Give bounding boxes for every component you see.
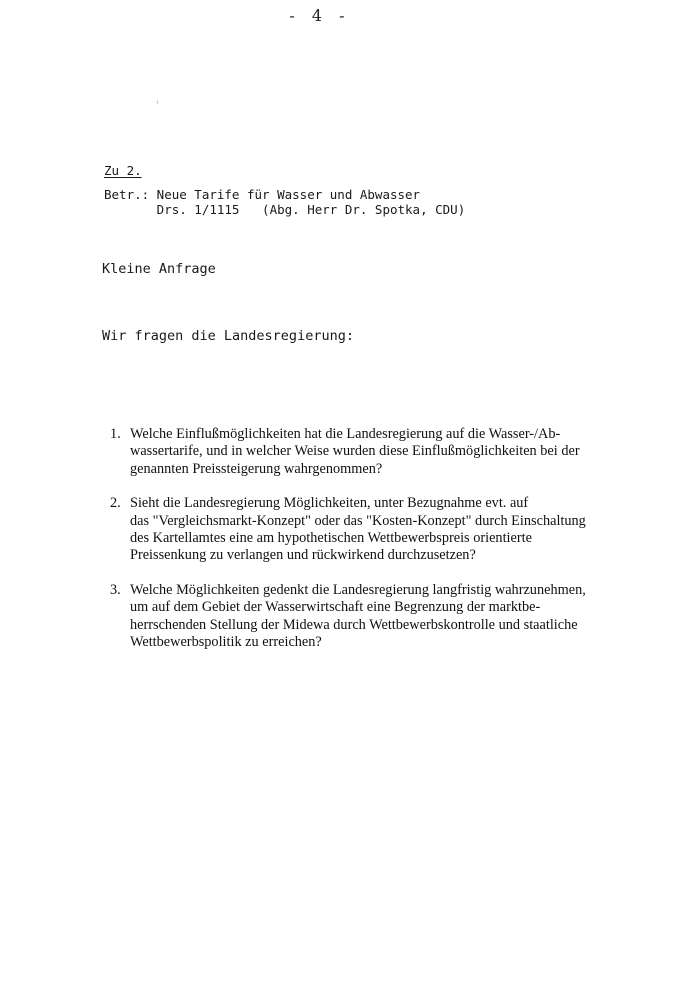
question-text-line: wassertarife, und in welcher Weise wurden diese Einflußmöglichkeiten bei der	[130, 443, 580, 460]
question-text-line: um auf dem Gebiet der Wasserwirtschaft eine Begrenzung der marktbe-	[130, 599, 541, 616]
page-number: - 4 -	[289, 6, 351, 25]
question-number: 2.	[110, 495, 121, 512]
scan-speck-mark: ꜜ	[156, 99, 159, 108]
question-text-line: genannten Preissteigerung wahrgenommen?	[130, 460, 383, 477]
reference-line: Drs. 1/1115 (Abg. Herr Dr. Spotka, CDU)	[104, 202, 466, 217]
question-item	[110, 495, 600, 565]
question-text-line: herrschenden Stellung der Midewa durch Wettbewerbskontrolle und staatliche	[130, 616, 578, 633]
question-text-line: Wettbewerbspolitik zu erreichen?	[130, 634, 322, 651]
question-text-line: Welche Möglichkeiten gedenkt die Landesregierung langfristig wahrzunehmen,	[130, 581, 586, 598]
document-type-label: Kleine Anfrage	[102, 261, 216, 277]
question-text-line: des Kartellamtes eine am hypothetischen Wettbewerbspreis orientierte	[130, 530, 532, 547]
question-item	[110, 426, 600, 478]
question-number: 3.	[110, 581, 121, 598]
subject-line: Betr.: Neue Tarife für Wasser und Abwasser	[104, 187, 421, 202]
question-text-line: Sieht die Landesregierung Möglichkeiten, unter Bezugnahme evt. auf	[130, 495, 529, 512]
question-text-line: das "Vergleichsmarkt-Konzept" oder das "Kosten-Konzept" durch Einschaltung	[130, 512, 586, 529]
question-number: 1.	[110, 426, 121, 442]
section-heading: Zu 2.	[104, 163, 142, 178]
question-text-line: Welche Einflußmöglichkeiten hat die Landesregierung auf die Wasser-/Ab-	[130, 426, 561, 442]
question-text-line: Preissenkung zu verlangen und rückwirkend durchzusetzen?	[130, 547, 476, 564]
question-list	[110, 426, 600, 668]
intro-text: Wir fragen die Landesregierung:	[102, 328, 354, 344]
question-item	[110, 582, 600, 652]
